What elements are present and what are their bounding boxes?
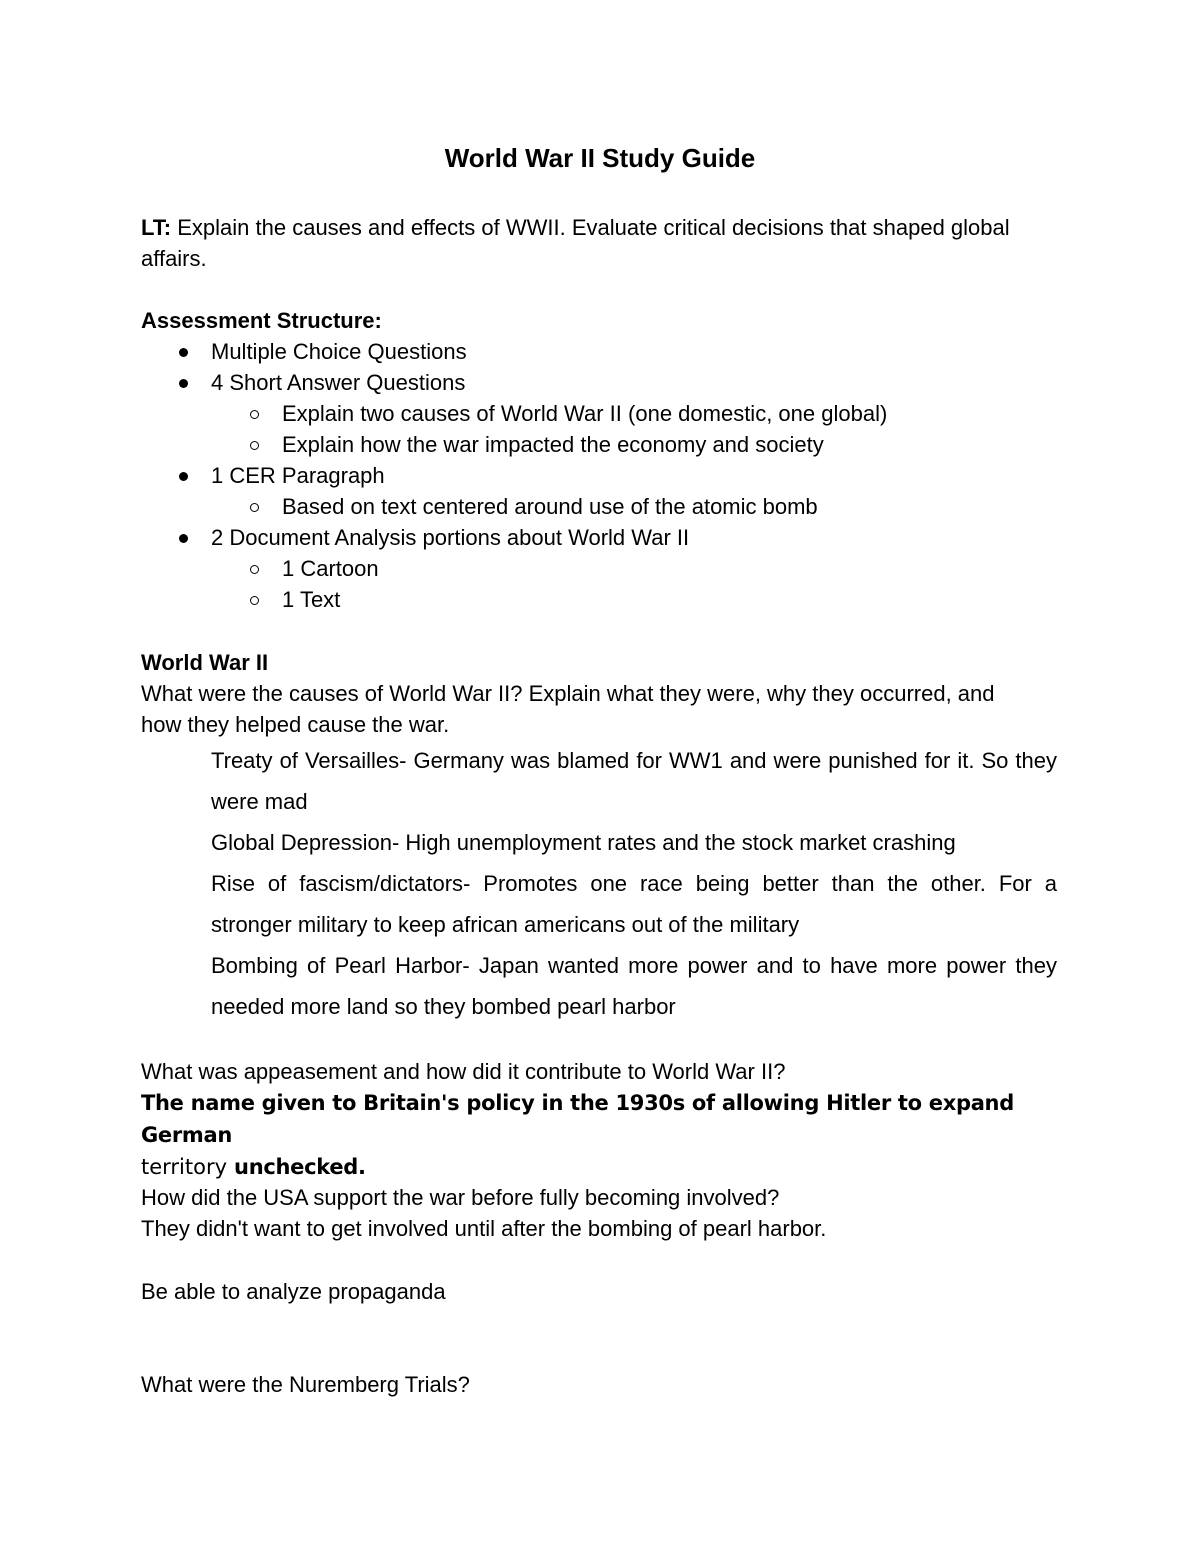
sub-list — [211, 553, 1071, 615]
propaganda-note: Be able to analyze propaganda — [141, 1279, 446, 1304]
sub-list — [211, 398, 1071, 460]
causes-list — [211, 740, 1057, 1027]
list-item-label: 1 CER Paragraph — [211, 463, 385, 488]
page-title: World War II Study Guide — [444, 143, 756, 173]
sub-list-item: 1 Text — [211, 584, 1071, 615]
assessment-heading: Assessment Structure: — [141, 308, 382, 333]
appeasement-answer-part1: The name given to Britain's policy in the 1930s of allowing Hitler to expand German — [141, 1091, 1014, 1147]
assessment-section — [141, 305, 1071, 615]
sub-list-item: Explain how the war impacted the economy and society — [211, 429, 1071, 460]
appeasement-answer — [141, 1087, 1071, 1183]
nuremberg-question: What were the Nuremberg Trials? — [141, 1372, 470, 1397]
list-item — [141, 460, 1071, 522]
sub-list-item: Based on text centered around use of the atomic bomb — [211, 491, 1071, 522]
lt-label: LT: — [141, 215, 172, 240]
wwii-heading: World War II — [141, 650, 269, 675]
usa-section — [141, 1182, 1071, 1244]
appeasement-answer-part2: territory — [141, 1155, 228, 1179]
list-item-label: 2 Document Analysis portions about World War II — [211, 525, 690, 550]
list-item — [141, 367, 1071, 460]
sub-list-item: Explain two causes of World War II (one domestic, one global) — [211, 398, 1071, 429]
appeasement-answer-part3: unchecked. — [227, 1155, 366, 1179]
assessment-list — [141, 336, 1071, 615]
appeasement-question: What was appeasement and how did it contribute to World War II? — [141, 1059, 786, 1084]
appeasement-section — [141, 1056, 1071, 1183]
list-item — [141, 336, 1071, 367]
lt-text: Explain the causes and effects of WWII. Evaluate critical decisions that shaped global affairs. — [141, 215, 1010, 271]
sub-list-item: 1 Cartoon — [211, 553, 1071, 584]
cause-item: Bombing of Pearl Harbor- Japan wanted more power and to have more power they needed more land so they bombed pearl harbor — [211, 953, 1057, 1019]
sub-list — [211, 491, 1071, 522]
learning-target — [141, 212, 1071, 274]
list-item-label: Multiple Choice Questions — [211, 339, 467, 364]
causes-question: What were the causes of World War II? Explain what they were, why they occurred, and how they helped cause the war. — [141, 681, 995, 737]
usa-question: How did the USA support the war before fully becoming involved? — [141, 1185, 780, 1210]
wwii-section — [141, 647, 1071, 740]
cause-item: Treaty of Versailles- Germany was blamed for WW1 and were punished for it. So they were mad — [211, 748, 1057, 814]
cause-item: Rise of fascism/dictators- Promotes one race being better than the other. For a stronger military to keep african americans out of the military — [211, 871, 1057, 937]
usa-answer: They didn't want to get involved until after the bombing of pearl harbor. — [141, 1216, 827, 1241]
list-item — [141, 522, 1071, 615]
cause-item: Global Depression- High unemployment rates and the stock market crashing — [211, 830, 956, 855]
list-item-label: 4 Short Answer Questions — [211, 370, 466, 395]
